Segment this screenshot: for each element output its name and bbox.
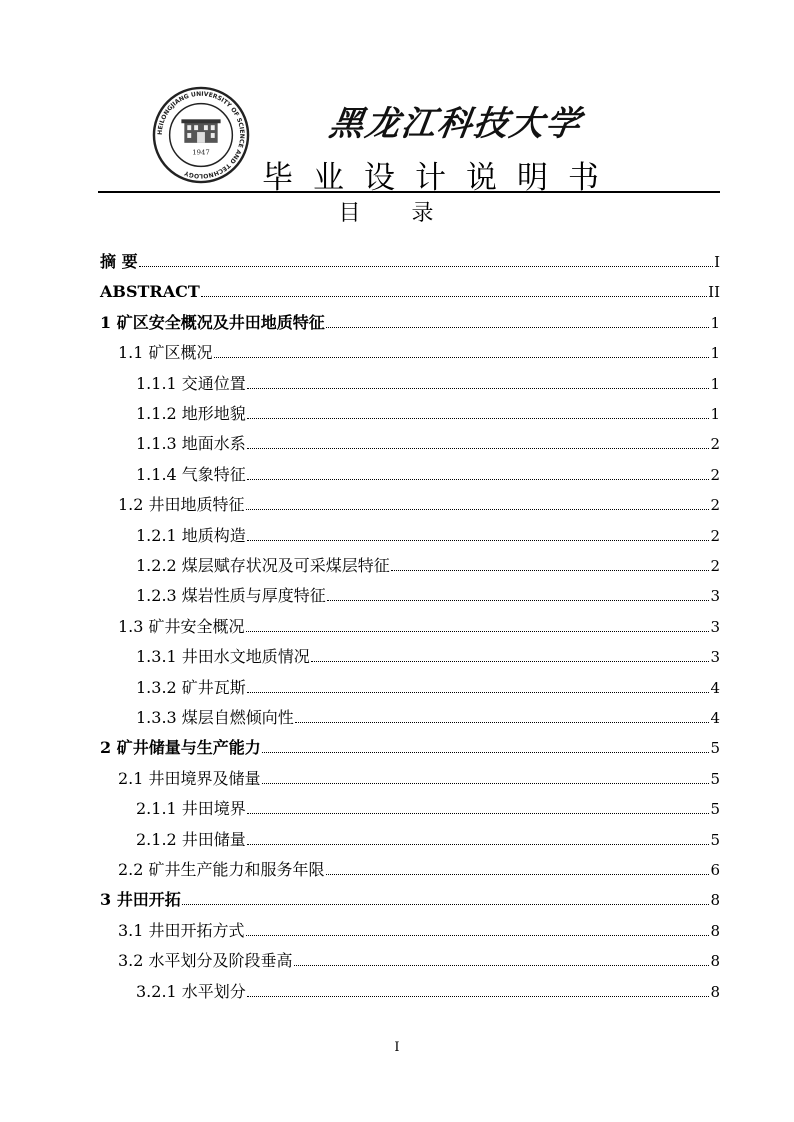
- dot-leader: [262, 752, 710, 753]
- dot-leader: [247, 479, 710, 480]
- toc-entry-page: 3: [710, 617, 720, 636]
- toc-entry-label: 2 矿井储量与生产能力: [100, 738, 261, 758]
- toc-entry-label: 2.1.2 井田储量: [136, 829, 246, 849]
- toc-entry-page: 2: [710, 557, 720, 575]
- toc-entry[interactable]: [100, 645, 720, 669]
- toc-entry[interactable]: [100, 524, 720, 548]
- toc-entry[interactable]: [100, 858, 720, 882]
- dot-leader: [294, 965, 710, 966]
- toc-entry-label: 1.3.3 煤层自燃倾向性: [136, 708, 294, 727]
- toc-entry[interactable]: [100, 493, 720, 517]
- toc-entry[interactable]: [100, 250, 720, 274]
- toc-entry-page: 5: [710, 739, 720, 758]
- toc-entry-page: 1: [710, 313, 720, 332]
- dot-leader: [247, 448, 710, 449]
- toc-entry[interactable]: [100, 980, 720, 1004]
- toc-entry[interactable]: [100, 676, 720, 700]
- toc-entry-page: 1: [710, 374, 720, 393]
- dot-leader: [246, 935, 710, 936]
- toc-entry-page: 8: [710, 982, 720, 1001]
- toc-entry-page: I: [714, 253, 720, 271]
- dot-leader: [295, 722, 710, 723]
- dot-leader: [247, 418, 710, 419]
- toc-entry-label: 3 井田开拓: [100, 890, 181, 910]
- toc-entry-label: 3.1 井田开拓方式: [118, 920, 245, 940]
- dot-leader: [201, 296, 707, 297]
- toc-entry-label: ABSTRACT: [100, 282, 200, 302]
- dot-leader: [247, 844, 710, 845]
- toc-entry-page: 4: [710, 678, 720, 697]
- toc-entry[interactable]: [100, 736, 720, 760]
- dot-leader: [391, 570, 710, 571]
- dot-leader: [326, 327, 710, 328]
- toc-entry[interactable]: [100, 919, 720, 943]
- toc-entry-label: 1.2.1 地质构造: [136, 525, 246, 545]
- dot-leader: [246, 509, 710, 510]
- toc-entry[interactable]: [100, 372, 720, 396]
- document-header: [0, 0, 794, 200]
- dot-leader: [311, 661, 710, 662]
- toc-entry-page: II: [708, 283, 720, 302]
- dot-leader: [247, 813, 710, 814]
- dot-leader: [326, 874, 710, 875]
- toc-entry-page: 8: [710, 921, 720, 940]
- toc-entry[interactable]: [100, 463, 720, 487]
- toc-entry-page: 2: [710, 496, 720, 515]
- dot-leader: [214, 357, 710, 358]
- toc-entry-page: 5: [710, 800, 720, 819]
- toc-entry-page: 8: [710, 952, 720, 971]
- toc-entry-label: 1 矿区安全概况及井田地质特征: [100, 312, 325, 332]
- dot-leader: [262, 783, 710, 784]
- toc-entry[interactable]: [100, 797, 720, 821]
- dot-leader: [247, 540, 710, 541]
- toc-entry-label: 1.2 井田地质特征: [118, 495, 245, 515]
- toc-entry-label: 摘 要: [100, 252, 138, 271]
- dot-leader: [327, 600, 710, 601]
- toc-entry-page: 2: [710, 526, 720, 545]
- toc-entry-label: 1.3 矿井安全概况: [118, 616, 245, 636]
- toc-entry-page: 3: [710, 648, 720, 667]
- toc-entry-label: 2.1.1 井田境界: [136, 799, 246, 819]
- toc-entry-label: 3.2 水平划分及阶段垂高: [118, 951, 293, 971]
- toc-entry-page: 8: [710, 891, 720, 910]
- toc-entry-page: 5: [710, 769, 720, 788]
- university-seal-icon: [152, 86, 250, 184]
- toc-entry-page: 3: [710, 587, 720, 606]
- seal-year: 1947: [192, 148, 210, 157]
- toc-entry-page: 1: [710, 405, 720, 423]
- toc-entry[interactable]: [100, 767, 720, 791]
- toc-entry[interactable]: [100, 311, 720, 335]
- dot-leader: [247, 692, 710, 693]
- university-name: 黑龙江科技大学: [326, 104, 585, 144]
- toc-entry-page: 2: [710, 465, 720, 484]
- toc-entry[interactable]: [100, 949, 720, 973]
- toc-entry-page: 6: [710, 861, 720, 879]
- toc-entry-label: 1.3.1 井田水文地质情况: [136, 647, 310, 667]
- toc-entry-page: 1: [710, 344, 720, 363]
- toc-entry-label: 2.1 井田境界及储量: [118, 768, 261, 788]
- dot-leader: [246, 631, 710, 632]
- toc-entry-label: 1.2.2 煤层赋存状况及可采煤层特征: [136, 556, 390, 575]
- toc-entry[interactable]: [100, 706, 720, 730]
- toc-entry-label: 2.2 矿井生产能力和服务年限: [118, 860, 325, 879]
- toc-entry[interactable]: [100, 341, 720, 365]
- toc-entry-label: 1.1.3 地面水系: [136, 434, 246, 454]
- header-rule: [98, 191, 720, 193]
- dot-leader: [247, 996, 710, 997]
- page-number: I: [394, 1040, 400, 1055]
- toc-entry[interactable]: [100, 554, 720, 578]
- dot-leader: [247, 388, 710, 389]
- toc-entry[interactable]: [100, 280, 720, 304]
- toc-entry-label: 1.3.2 矿井瓦斯: [136, 677, 246, 697]
- toc-entry-label: 1.1.1 交通位置: [136, 373, 246, 393]
- toc-entry[interactable]: [100, 828, 720, 852]
- dot-leader: [139, 266, 713, 267]
- toc-entry[interactable]: [100, 615, 720, 639]
- toc-entry[interactable]: [100, 584, 720, 608]
- toc-entry[interactable]: [100, 402, 720, 426]
- toc-entry-label: 1.1.4 气象特征: [136, 464, 246, 484]
- toc-entry-label: 3.2.1 水平划分: [136, 981, 246, 1001]
- toc-entry-label: 1.2.3 煤岩性质与厚度特征: [136, 586, 326, 606]
- toc-entry[interactable]: [100, 888, 720, 912]
- document-title: 毕业设计说明书: [262, 160, 619, 196]
- toc-entry-page: 2: [710, 435, 720, 454]
- toc-entry-label: 1.1 矿区概况: [118, 343, 213, 363]
- toc-entry-page: 4: [710, 709, 720, 727]
- toc-entry-label: 1.1.2 地形地貌: [136, 404, 246, 423]
- seal-text: HEILONGJIANG UNIVERSITY OF SCIENCE AND TECHNOLOGY: [156, 90, 246, 180]
- dot-leader: [182, 904, 710, 905]
- toc-entry-page: 5: [710, 830, 720, 849]
- toc-heading: 目 录: [338, 201, 456, 226]
- toc-entry[interactable]: [100, 432, 720, 456]
